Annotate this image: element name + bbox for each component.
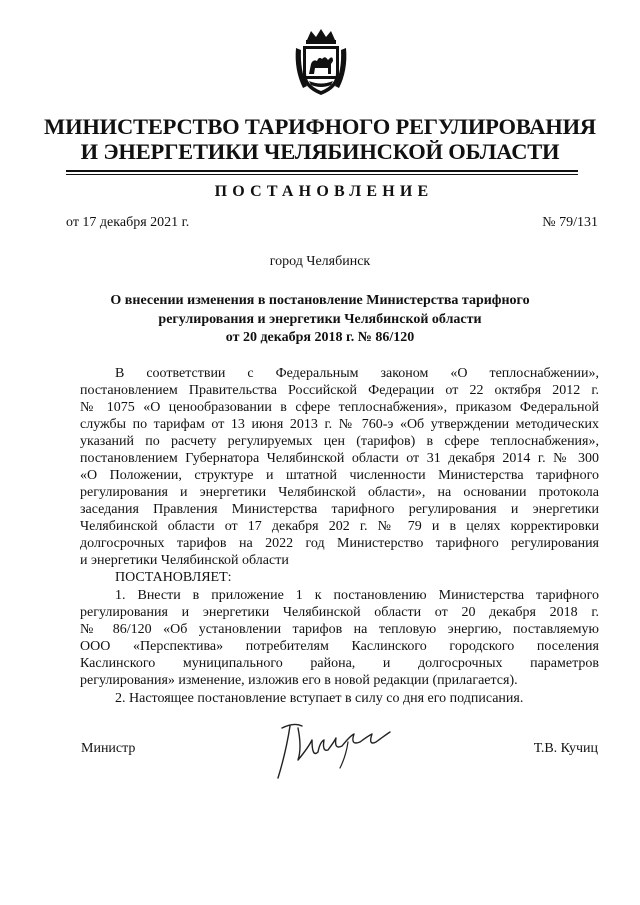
ministry-title-line-2: И ЭНЕРГЕТИКИ ЧЕЛЯБИНСКОЙ ОБЛАСТИ (80, 139, 560, 164)
preamble-line: Челябинской области от 17 декабря 202 г. № 79 и в целях корректировки (80, 519, 599, 534)
item-1-line: 1. Внести в приложение 1 к постановлению Министерства тарифного (115, 588, 599, 603)
preamble-line: указаний по расчету регулируемых цен (тарифов) в сфере теплоснабжения», (80, 434, 599, 449)
subject-line: О внесении изменения в постановление Министерства тарифного (110, 293, 530, 308)
document-date: от 17 декабря 2021 г. (66, 215, 190, 230)
preamble-line: и энергетики Челябинской области (80, 553, 289, 568)
preamble-line: № 1075 «О ценообразовании в сфере теплоснабжения», приказом Федеральной (80, 400, 599, 415)
document-type: ПОСТАНОВЛЕНИЕ (214, 183, 434, 200)
preamble-line: службы по тарифам от 13 июня 2013 г. № 760-э «Об утверждении методических (80, 417, 599, 432)
item-1-line: ООО «Перспектива» потребителям Каслинского городского поселения (80, 639, 599, 654)
preamble-line: регулирования и энергетики Челябинской области», на основании протокола (80, 485, 599, 500)
subject-line: от 20 декабря 2018 г. № 86/120 (225, 330, 415, 345)
subject-line: регулирования и энергетики Челябинской области (158, 312, 482, 327)
item-1-line: регулирования и энергетики Челябинской области от 20 декабря 2018 г. (80, 605, 599, 620)
preamble-line: В соответствии с Федеральным законом «О теплоснабжении», (115, 366, 599, 381)
signatory-name: Т.В. Кучиц (533, 741, 598, 756)
document-number: № 79/131 (542, 215, 598, 230)
header-divider-thin (66, 174, 578, 175)
preamble-line: заседания Правления Министерства тарифного регулирования и энергетики (80, 502, 599, 517)
coat-of-arms-icon (293, 28, 349, 98)
decree-word: ПОСТАНОВЛЯЕТ: (115, 570, 232, 585)
document-city: город Челябинск (269, 254, 371, 269)
preamble-line: «О Положении, структуре и штатной численности Министерства тарифного (80, 468, 599, 483)
item-1-line: Каслинского муниципального района, и долгосрочных параметров (80, 656, 599, 671)
item-1-line: № 86/120 «Об установлении тарифов на тепловую энергию, поставляемую (80, 622, 599, 637)
signatory-title: Министр (81, 741, 136, 756)
item-2-line: 2. Настоящее постановление вступает в силу со дня его подписания. (115, 691, 524, 706)
preamble-line: постановлением Правительства Российской Федерации от 22 октября 2012 г. (80, 383, 599, 398)
item-1-line: регулирования» изменение, изложив его в новой редакции (прилагается). (80, 673, 518, 688)
preamble-line: долгосрочных тарифов на 2022 год Министерство тарифного регулирования (80, 536, 599, 551)
preamble-line: постановлением Губернатора Челябинской области от 31 декабря 2014 г. № 300 (80, 451, 599, 466)
ministry-title-line-1: МИНИСТЕРСТВО ТАРИФНОГО РЕГУЛИРОВАНИЯ (44, 114, 596, 139)
handwritten-signature (268, 712, 398, 782)
header-divider (66, 170, 578, 172)
